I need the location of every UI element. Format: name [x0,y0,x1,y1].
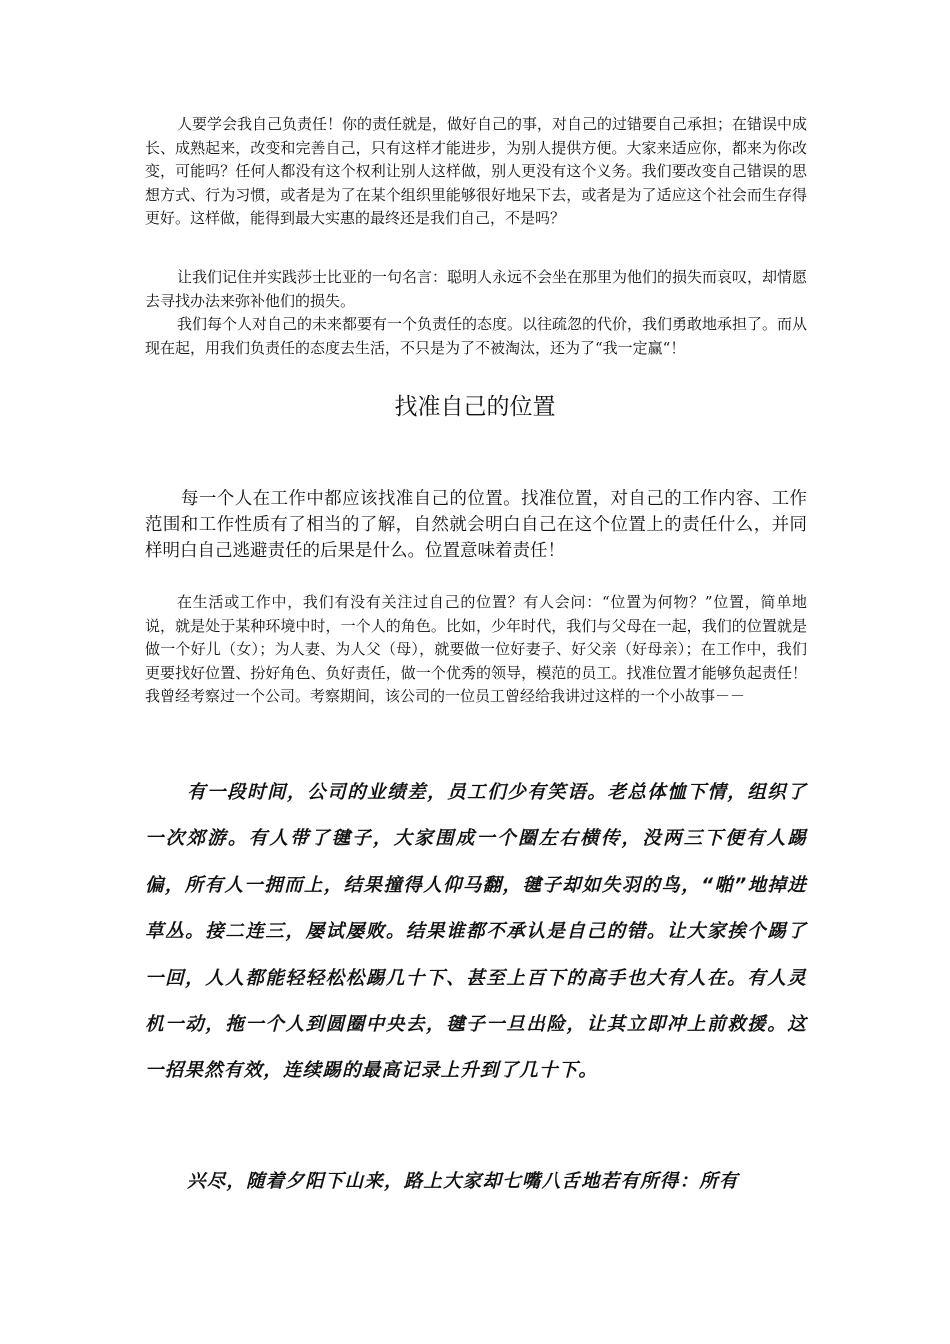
paragraph-responsibility: 人要学会我自己负责任！你的责任就是，做好自己的事，对自己的过错要自己承担；在错误中成长、成熟起来，改变和完善自己，只有这样才能进步，为别人提供方便。大家来适应你，都来为你改变，可能吗？任何人都没有这个权利让别人这样做，别人更没有这个义务。我们要改变自己错误的思想方式、行为习惯，或者是为了在某个组织里能够很好地呆下去，或者是为了适应这个社会而生存得更好。这样做，能得到最大实惠的最终还是我们自己，不是吗？ [145,115,808,227]
story-paragraph: 有一段时间，公司的业绩差，员工们少有笑语。老总体恤下情，组织了一次郊游。有人带了毽子，大家围成一个圈左右横传，没两三下便有人踢偏，所有人一拥而上，结果撞得人仰马翻，毽子却如失羽的鸟，“啪”地掉进草丛。接二连三，屡试屡败。结果谁都不承认是自己的错。让大家挨个踢了一回，人人都能轻轻松松踢几十下、甚至上百下的高手也大有人在。有人灵机一动，拖一个人到圆圈中央去，毽子一旦出险，让其立即冲上前救援。这一招果然有效，连续踢的最高记录上升到了几十下。 [145,782,807,1082]
paragraph-position-role: 在生活或工作中，我们有没有关注过自己的位置？有人会问：“位置为何物？”位置，简单地说，就是处于某种环境中时，一个人的角色。比如，少年时代，我们与父母在一起，我们的位置就是做一个好儿（女）；为人妻、为人父（母），就要做一位好妻子、好父亲（好母亲）；在工作中，我们更要找好位置、扮好角色、负好责任，做一个优秀的领导，模范的员工。找准位置才能够负起责任！我曾经考察过一个公司。考察期间，该公司的一位员工曾经给我讲过这样的一个小故事－－ [145,593,807,705]
section-title: 找准自己的位置 [394,394,556,420]
paragraph-shakespeare-quote: 让我们记住并实践莎士比亚的一句名言：聪明人永远不会坐在那里为他们的损失而哀叹，却情愿去寻找办法来弥补他们的损失。 [145,268,808,310]
paragraph-future-attitude: 我们每个人对自己的未来都要有一个负责任的态度。以往疏忽的代价，我们勇敢地承担了。而从现在起，用我们负责任的态度去生活，不只是为了不被淘汰，还为了“我一定赢“！ [145,315,808,357]
section-intro: 每一个人在工作中都应该找准自己的位置。找准位置，对自己的工作内容、工作范围和工作性质有了相当的了解，自然就会明白自己在这个位置上的责任什么，并同样明白自己逃避责任的后果是什么。位置意味着责任！ [145,489,807,561]
story-paragraph-continued: 兴尽，随着夕阳下山来，路上大家却七嘴八舌地若有所得：所有 [187,1171,739,1192]
